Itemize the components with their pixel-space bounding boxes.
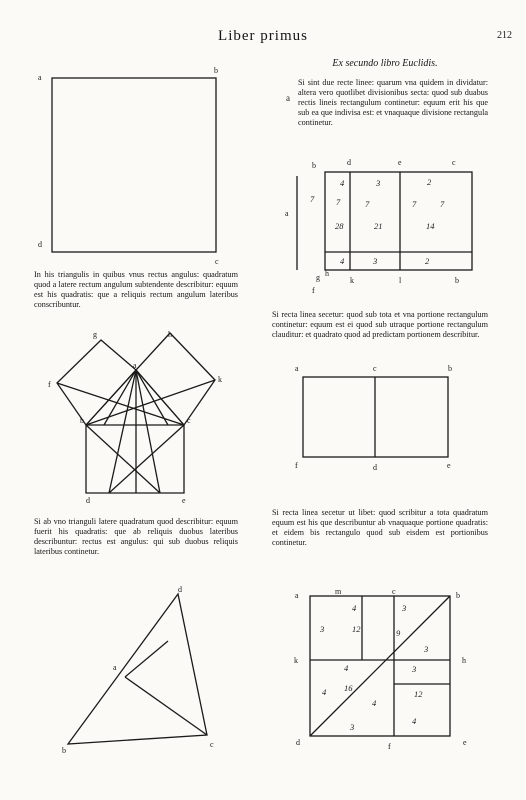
fig4-label-b: b	[448, 364, 452, 373]
fig2-label-b2: b	[455, 276, 459, 285]
square-outline	[52, 78, 216, 252]
fig2-num: 4	[340, 256, 345, 266]
fig2-num: 14	[426, 221, 435, 231]
fig2-label-e: e	[398, 158, 402, 167]
fig2-label-h: h	[325, 269, 329, 278]
fig1-label-b: b	[214, 66, 218, 75]
fig3-label-g: g	[93, 330, 97, 339]
fig4-label-d: d	[373, 463, 377, 472]
fig6-num: 3	[402, 603, 407, 613]
fig2-label-g: g	[316, 273, 320, 282]
fig3-label-b: b	[80, 416, 84, 425]
caption-converse-pythagoras: Si ab vno trianguli latere quadratum quod describitur: equum fuerit his quadratis: que ab reliquis duobus lateribus describuntur: rectus est angulus: qui sub duobus reliquis lateribus continetur.	[34, 517, 238, 556]
fig3-label-c: c	[187, 416, 191, 425]
figure-divided-rectangle	[295, 364, 452, 472]
fig6-label-m: m	[335, 587, 342, 596]
fig2-label-a: a	[285, 209, 289, 218]
fig2-label-c: c	[452, 158, 456, 167]
fig2-label-f: f	[312, 286, 315, 295]
fig2-num: 7	[336, 197, 341, 207]
fig2-label-b: b	[312, 161, 316, 170]
fig2-num: 28	[335, 221, 344, 231]
fig5-label-d: d	[178, 585, 182, 594]
figure-triangle	[62, 585, 214, 755]
fig6-num: 16	[344, 683, 353, 693]
fig6-label-a: a	[295, 591, 299, 600]
figure-gnomon-square	[294, 587, 467, 751]
fig2-num: 3	[373, 256, 378, 266]
fig6-num: 3	[320, 624, 325, 634]
figure-square	[38, 66, 219, 266]
caption-prop-ii-3: Si recta linea secetur: quod sub tota et vna portione rectangulum continetur: equum est ei quod sub utraque portione rectangulum clauditur: et quadrato quod ad predictam portionem describitur.	[272, 310, 488, 339]
fig2-num: 7	[365, 199, 370, 209]
fig6-label-c: c	[392, 587, 396, 596]
fig4-label-c: c	[373, 364, 377, 373]
fig2-num: 21	[374, 221, 383, 231]
fig6-label-d: d	[296, 738, 300, 747]
margin-letter-a: a	[286, 93, 290, 103]
triangle-outline	[68, 594, 207, 744]
fig4-label-f: f	[295, 461, 298, 470]
fig3-label-f: f	[48, 380, 51, 389]
fig6-num: 3	[412, 664, 417, 674]
fig6-label-e: e	[463, 738, 467, 747]
fig2-label-l: l	[399, 276, 402, 285]
fig2-num: 7	[310, 194, 315, 204]
fig6-num: 9	[396, 628, 401, 638]
fig5-label-b: b	[62, 746, 66, 755]
fig6-num: 3	[350, 722, 355, 732]
running-head: Liber primus	[218, 28, 308, 44]
fig3-label-k: k	[218, 375, 222, 384]
square-on-hypotenuse	[86, 425, 184, 493]
fig5-label-a: a	[113, 663, 117, 672]
proposition-intro: Si sint due recte linee: quarum vna quidem in dividatur: altera vero quotlibet divisionibus secta: quod sub duabus rectis lineis rectangulum continetur: equum erit his que sub ea que indivisa est: et vnaquaque divisione rectangula continetur.	[298, 78, 488, 127]
fig6-label-f: f	[388, 742, 391, 751]
fig2-num: 4	[340, 178, 345, 188]
fig6-num: 4	[344, 663, 349, 673]
section-heading: Ex secundo libro Euclidis.	[332, 58, 438, 69]
fig6-label-b: b	[456, 591, 460, 600]
grid-outline	[325, 172, 472, 270]
figure-rectangle-grid	[285, 158, 472, 295]
fig3-label-a: a	[133, 361, 137, 370]
fig2-num: 2	[425, 256, 430, 266]
fig3-label-e: e	[182, 496, 186, 505]
fig4-label-e: e	[447, 461, 451, 470]
square-right-leg	[136, 333, 215, 425]
fig3-label-h: h	[168, 330, 172, 339]
fig6-num: 12	[414, 689, 423, 699]
fig6-num: 4	[322, 687, 327, 697]
diagonal	[310, 596, 450, 736]
fig2-num: 7	[412, 199, 417, 209]
folio-number: 212	[497, 30, 512, 41]
figure-pythagoras	[48, 330, 222, 505]
fig2-num: 7	[440, 199, 445, 209]
caption-prop-ii-4: Si recta linea secetur ut libet: quod scribitur a tota quadratum equum est his que describuntur ab vnaquaque portione quadratis: et eidem bis rectangulo quod sub eisdem est portionibus continetur.	[272, 508, 488, 547]
fig4-label-a: a	[295, 364, 299, 373]
fig6-num: 12	[352, 624, 361, 634]
fig5-label-c: c	[210, 740, 214, 749]
fig2-num: 2	[427, 177, 432, 187]
fig2-label-k: k	[350, 276, 354, 285]
fig3-label-d: d	[86, 496, 90, 505]
fig6-num: 4	[372, 698, 377, 708]
fig6-num: 4	[352, 603, 357, 613]
fig6-label-h: h	[462, 656, 466, 665]
fig2-label-d: d	[347, 158, 351, 167]
fig1-label-a: a	[38, 73, 42, 82]
fig6-label-k: k	[294, 656, 298, 665]
fig1-label-c: c	[215, 257, 219, 266]
fig6-num: 4	[412, 716, 417, 726]
fig6-num: 3	[424, 644, 429, 654]
fig1-label-d: d	[38, 240, 42, 249]
fig2-num: 3	[376, 178, 381, 188]
caption-pythagoras: In his triangulis in quibus vnus rectus angulus: quadratum quod a latere rectum angulum subtendente describitur: equum est his quadratis: que a reliquis rectum angulum lateribus conscribuntur.	[34, 270, 238, 309]
